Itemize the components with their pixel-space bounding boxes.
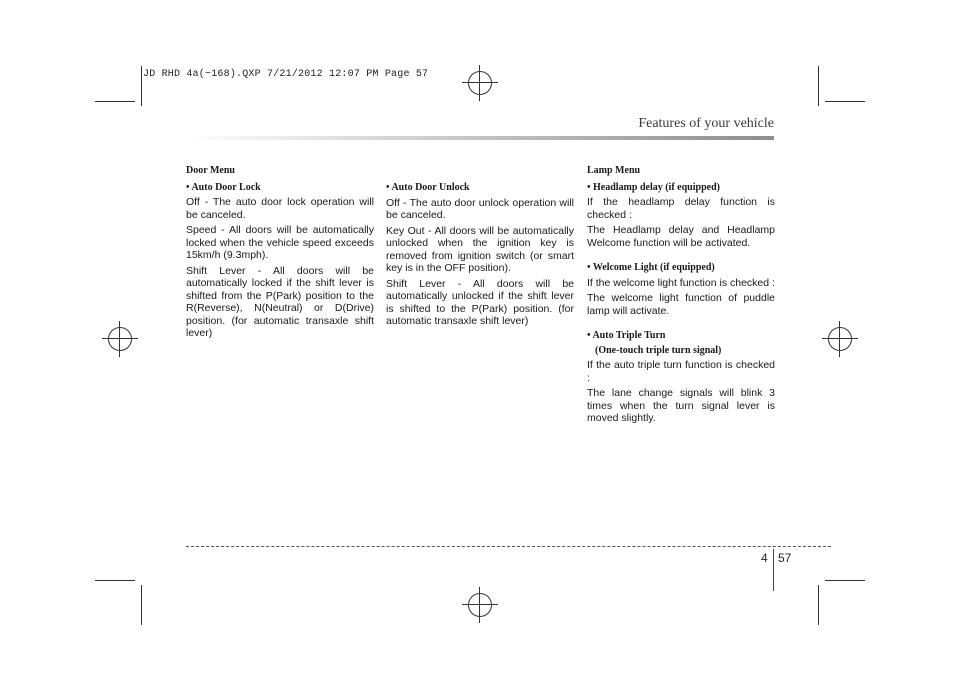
page-number: 57: [778, 551, 792, 565]
option-item: [386, 278, 574, 328]
registration-mark-bottom: [462, 587, 498, 623]
option-label: Shift Lever -: [386, 277, 473, 290]
option-label: Speed -: [186, 224, 230, 236]
registration-mark-left: [102, 321, 138, 357]
option-label: Off -: [386, 196, 410, 209]
footer-rule: [186, 546, 831, 547]
paragraph: If the auto triple turn function is checked :: [587, 359, 775, 384]
paragraph: The lane change signals will blink 3 times when the turn signal lever is moved slightly.: [587, 387, 775, 424]
column-door-unlock: [386, 182, 574, 331]
option-text: The auto door lock operation will be canceled.: [186, 196, 374, 221]
option-item: [386, 225, 574, 275]
paragraph: If the headlamp delay function is checked :: [587, 196, 775, 221]
option-text: All doors will be automatically locked if the shift lever is shifted from the P(Park) position to the R(Reverse), N(Neutral) or D(Drive) position. (for automatic transaxle shift lever): [186, 264, 374, 339]
option-label: Key Out -: [386, 224, 435, 237]
section-heading: Door Menu: [186, 165, 235, 176]
option-item: [186, 224, 374, 262]
option-text: All doors will be automatically unlocked if the shift lever is shifted to the P(Park) position. (for automatic transaxle shift lever): [386, 277, 574, 327]
registration-mark-right: [822, 321, 858, 357]
subheading: • Auto Door Lock: [186, 181, 261, 193]
paragraph: The Headlamp delay and Headlamp Welcome function will be activated.: [587, 224, 775, 249]
paragraph: The welcome light function of puddle lamp will activate.: [587, 292, 775, 317]
option-text: All doors will be automatically unlocked when the ignition key is removed from ignition switch (or smart key is in the OFF position).: [386, 224, 574, 274]
subheading-welcome-light: • Welcome Light (if equipped): [587, 262, 715, 273]
crop-mark: [141, 66, 142, 106]
crop-mark: [95, 580, 135, 581]
subheading: • Auto Door Unlock: [386, 182, 470, 193]
chapter-number: 4: [761, 551, 768, 565]
crop-mark: [95, 101, 135, 102]
crop-mark: [141, 585, 142, 625]
subheading-note: (One-touch triple turn signal): [595, 344, 722, 356]
page-header-title: Features of your vehicle: [638, 116, 774, 131]
option-text: The auto door unlock operation will be canceled.: [386, 196, 574, 221]
header-rule: [186, 136, 774, 140]
column-lamp-menu: [587, 165, 775, 428]
crop-mark: [825, 580, 865, 581]
crop-mark: [825, 101, 865, 102]
print-slug: JD RHD 4a(~168).QXP 7/21/2012 12:07 PM Page 57: [143, 69, 429, 80]
registration-mark-top: [462, 65, 498, 101]
subheading-auto-triple-turn: • Auto Triple Turn: [587, 330, 666, 341]
option-label: Shift Lever -: [186, 264, 273, 277]
option-item: [186, 265, 374, 340]
column-door-lock: [186, 165, 374, 343]
option-item: [386, 197, 574, 222]
subheading-headlamp-delay: • Headlamp delay (if equipped): [587, 181, 720, 193]
option-item: [186, 196, 374, 221]
section-heading: Lamp Menu: [587, 165, 641, 176]
option-text: All doors will be automatically locked when the vehicle speed exceeds 15km/h (9.3mph).: [186, 224, 374, 261]
crop-mark: [818, 66, 819, 106]
page-number-separator: [773, 549, 774, 591]
option-label: Off -: [186, 196, 213, 208]
crop-mark: [818, 585, 819, 625]
paragraph: If the welcome light function is checked :: [587, 276, 775, 289]
